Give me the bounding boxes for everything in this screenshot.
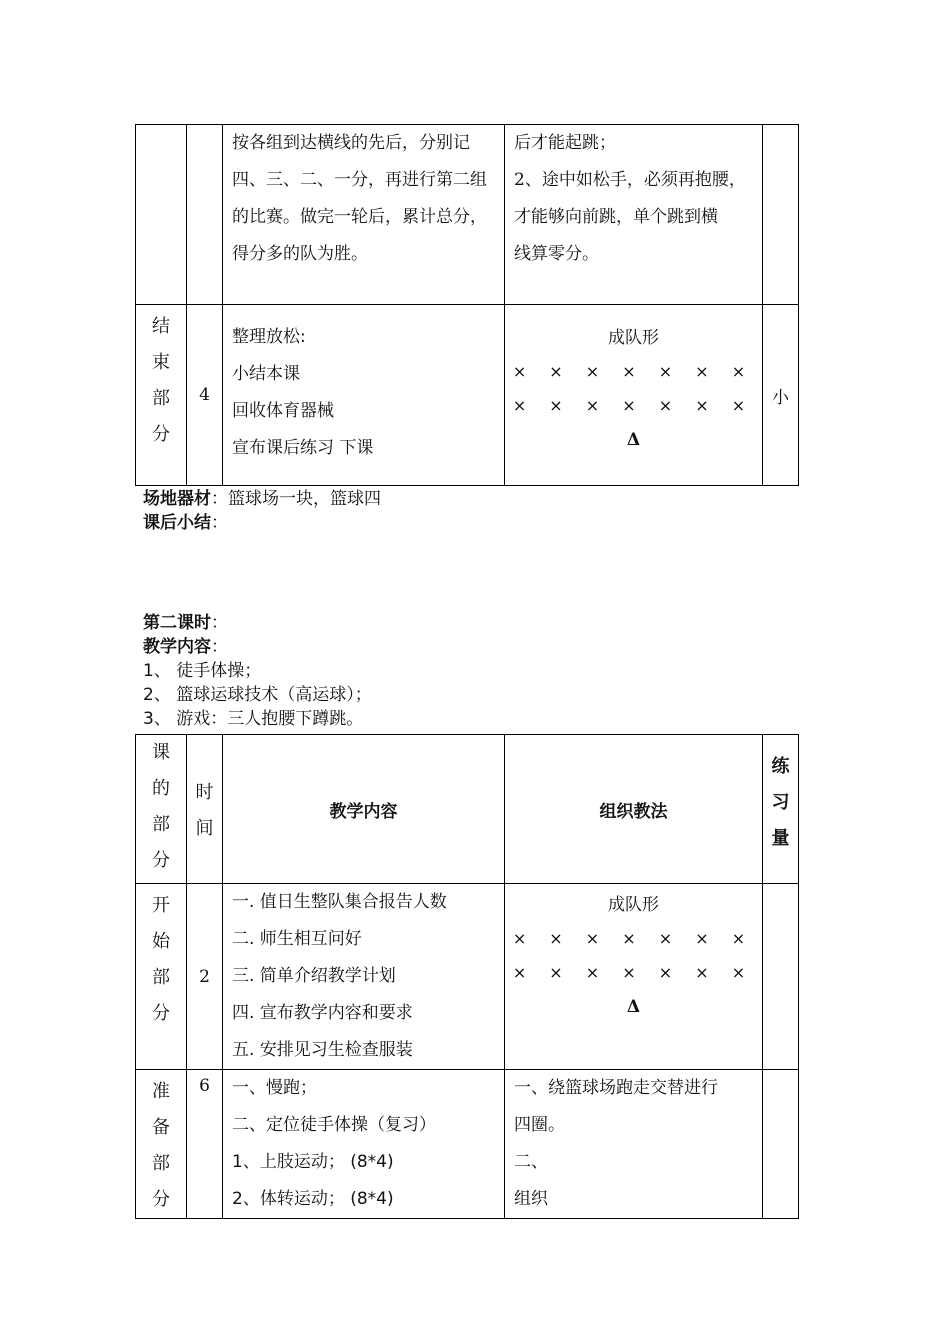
method-line: 组织 [514, 1189, 548, 1209]
part-char: 分 [152, 424, 170, 445]
table-row [136, 1070, 799, 1219]
content-line: 一. 值日生整队集合报告人数 [232, 892, 447, 912]
method-line: 2、途中如松手，必须再抱腰， [514, 170, 746, 190]
equipment-value: ：篮球场一块，篮球四 [211, 489, 381, 509]
content-line: 二. 师生相互问好 [232, 929, 362, 949]
content-line: 四. 宣布教学内容和要求 [232, 1003, 413, 1023]
table-row [136, 884, 799, 1070]
lesson2-block [143, 611, 372, 731]
content-line: 按各组到达横线的先后，分别记 [232, 133, 470, 153]
notes-block [143, 487, 381, 535]
content-value: ： [211, 637, 228, 657]
amount-cell [763, 884, 799, 1070]
part-char: 开 [152, 895, 170, 916]
formation-cell [505, 305, 763, 486]
content-line: 五. 安排见习生检查服装 [232, 1040, 413, 1060]
amount-cell [763, 1070, 799, 1219]
lesson-table-1 [135, 124, 799, 486]
time-cell: 6 [187, 1070, 223, 1219]
lesson2-value: ： [211, 613, 228, 633]
header-char: 的 [152, 778, 170, 799]
formation-title: 成队形 [608, 895, 659, 915]
teacher-mark: Δ [626, 997, 641, 1017]
time-cell [187, 125, 223, 305]
method-line: 后才能起跳； [514, 133, 616, 153]
formation-row: × × × × × × × [512, 362, 755, 381]
method-line: 才能够向前跳，单个跳到横 [514, 207, 718, 227]
header-char: 部 [152, 814, 170, 835]
header-char: 时 [195, 782, 214, 803]
time-cell: 4 [187, 305, 223, 486]
part-char: 准 [152, 1081, 170, 1102]
part-char: 始 [152, 931, 170, 952]
lesson2-label: 第二课时 [143, 613, 211, 633]
header-char: 量 [771, 828, 790, 849]
method-line: 二、 [514, 1152, 548, 1172]
content-line: 二、定位徒手体操（复习） [232, 1115, 436, 1135]
header-part [136, 735, 187, 884]
part-cell [136, 884, 187, 1070]
list-item: 3、 游戏：三人抱腰下蹲跳。 [143, 709, 364, 729]
summary-value: ： [211, 513, 228, 533]
table-row [136, 305, 799, 486]
header-time [187, 735, 223, 884]
header-content: 教学内容 [223, 735, 505, 884]
formation-row: × × × × × × × [512, 929, 755, 948]
equipment-label: 场地器材 [143, 489, 211, 509]
content-label: 教学内容 [143, 637, 211, 657]
list-item: 2、 篮球运球技术（高运球）； [143, 685, 372, 705]
part-char: 部 [152, 967, 170, 988]
part-char: 分 [152, 1189, 170, 1210]
content-line: 三. 简单介绍教学计划 [232, 966, 396, 986]
header-char: 间 [195, 818, 214, 839]
time-cell: 2 [187, 884, 223, 1070]
content-line: 四、三、二、一分，再进行第二组 [232, 170, 487, 190]
content-line: 1、上肢运动； (8*4) [232, 1152, 394, 1172]
content-line: 得分多的队为胜。 [232, 244, 368, 264]
part-char: 结 [152, 316, 170, 337]
part-char: 部 [152, 388, 170, 409]
part-char: 束 [152, 352, 170, 373]
header-char: 分 [152, 850, 170, 871]
content-line: 的比赛。做完一轮后，累计总分， [232, 207, 487, 227]
content-cell [223, 1070, 505, 1219]
amount-cell [763, 125, 799, 305]
header-char: 练 [771, 756, 790, 777]
formation-title: 成队形 [608, 328, 659, 348]
part-cell [136, 125, 187, 305]
content-line: 整理放松: [232, 327, 306, 347]
part-char: 分 [152, 1003, 170, 1024]
content-line: 一、慢跑； [232, 1078, 317, 1098]
amount-cell: 小 [763, 305, 799, 486]
part-cell [136, 1070, 187, 1219]
header-amount [763, 735, 799, 884]
part-cell [136, 305, 187, 486]
method-cell [505, 1070, 763, 1219]
content-line: 宣布课后练习 下课 [232, 438, 374, 458]
method-cell [505, 125, 763, 305]
content-cell [223, 125, 505, 305]
teacher-mark: Δ [626, 430, 641, 450]
header-char: 习 [771, 792, 790, 813]
header-row [136, 735, 799, 884]
formation-row: × × × × × × × [512, 396, 755, 415]
formation-cell [505, 884, 763, 1070]
summary-label: 课后小结 [143, 513, 211, 533]
content-line: 小结本课 [232, 364, 300, 384]
method-line: 一、绕篮球场跑走交替进行 [514, 1078, 718, 1098]
part-char: 部 [152, 1153, 170, 1174]
content-cell [223, 305, 505, 486]
method-line: 四圈。 [514, 1115, 565, 1135]
formation-row: × × × × × × × [512, 963, 755, 982]
header-char: 课 [152, 742, 170, 763]
list-item: 1、 徒手体操； [143, 661, 262, 681]
content-line: 回收体育器械 [232, 401, 334, 421]
header-method: 组织教法 [505, 735, 763, 884]
lesson-table-2 [135, 734, 799, 1219]
content-line: 2、体转运动； (8*4) [232, 1189, 394, 1209]
part-char: 备 [152, 1117, 170, 1138]
content-cell [223, 884, 505, 1070]
table-row [136, 125, 799, 305]
method-line: 线算零分。 [514, 244, 599, 264]
